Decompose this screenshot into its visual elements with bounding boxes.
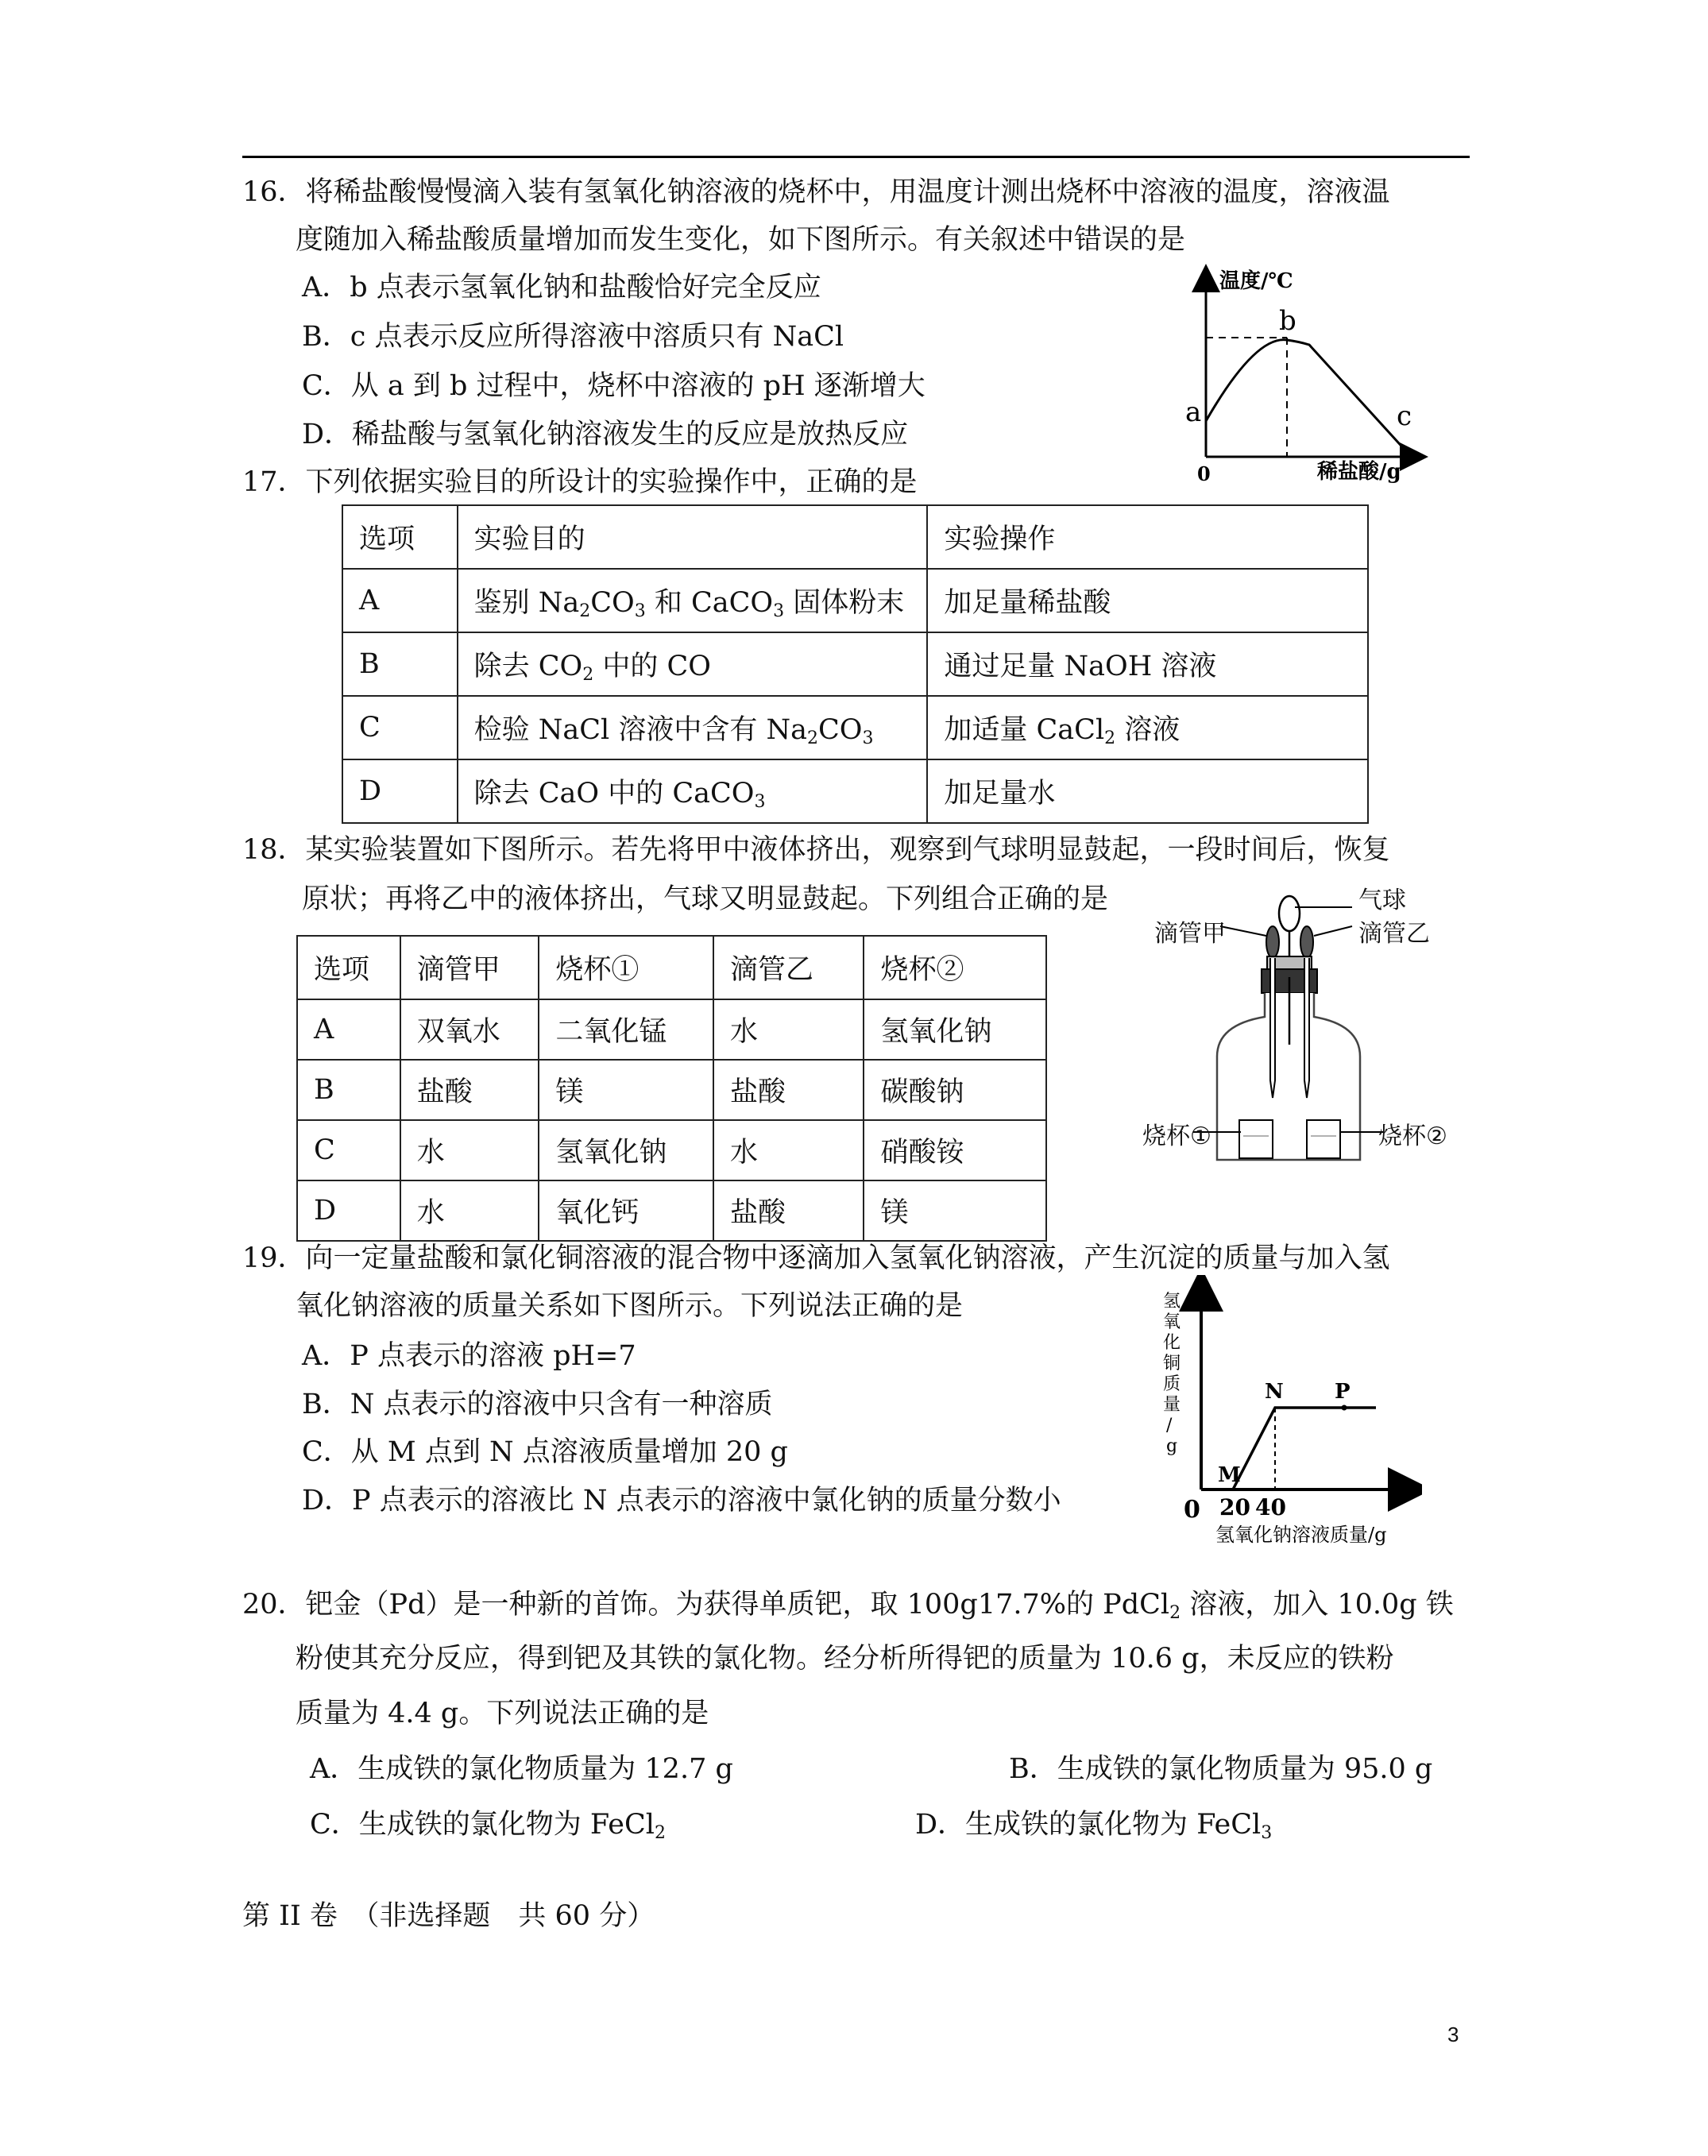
q16-point-a: a (1185, 396, 1202, 428)
q19-ylabel-char: / (1166, 1416, 1173, 1435)
q20-stem-line1: 20．钯金（Pd）是一种新的首饰。为获得单质钯，取 100g17.7%的 PdCl$_2$ 溶液，加入 10.0g 铁 (242, 1589, 1454, 1623)
q16-option-d: D．稀盐酸与氢氧化钠溶液发生的反应是放热反应 (302, 419, 909, 450)
q16-origin: 0 (1197, 462, 1211, 485)
q19-xlabel: 氢氧化钠溶液质量/g (1215, 1524, 1387, 1546)
q19-precipitate-graph (1152, 1275, 1422, 1549)
table-cell: C (297, 1120, 400, 1180)
q16-stem-line2: 度随加入稀盐酸质量增加而发生变化，如下图所示。有关叙述中错误的是 (296, 224, 1186, 256)
q18-table (296, 935, 1047, 1242)
table-row (297, 999, 1046, 1060)
q17-header-option: 选项 (342, 505, 458, 569)
table-row (297, 1060, 1046, 1120)
label-dropper-b: 滴管乙 (1358, 920, 1430, 948)
table-row (342, 759, 1368, 823)
dropper-b-bulb-icon (1300, 926, 1313, 958)
table-cell: 镁 (864, 1180, 1046, 1241)
q20-option-b: B．生成铁的氯化物质量为 95.0 g (1009, 1753, 1433, 1785)
table-cell: 氧化钙 (539, 1180, 713, 1241)
table-row (342, 632, 1368, 696)
q16-option-a: A．b 点表示氢氧化钠和盐酸恰好完全反应 (302, 272, 821, 303)
q19-ylabel-char: g (1166, 1436, 1178, 1456)
q19-option-a: A．P 点表示的溶液 pH=7 (302, 1340, 636, 1372)
q19-option-c: C．从 M 点到 N 点溶液质量增加 20 g (302, 1436, 788, 1468)
label-beaker-1: 烧杯① (1142, 1122, 1211, 1150)
table-cell: 盐酸 (400, 1060, 539, 1120)
q19-ylabel-char: 铜 (1163, 1354, 1181, 1374)
q17-row-goal: 检验 NaCl 溶液中含有 $Na_2CO_3$ (458, 696, 928, 759)
q17-row-goal: 鉴别 $Na_2CO_3$ 和 CaCO$_3$ 固体粉末 (458, 569, 928, 632)
q20-stem-line2: 粉使其充分反应，得到钯及其铁的氯化物。经分析所得钯的质量为 10.6 g，未反应的铁粉 (296, 1643, 1394, 1675)
q18-header-dropper-b: 滴管乙 (713, 936, 864, 999)
table-cell: 镁 (539, 1060, 713, 1120)
q19-point-p: P (1335, 1380, 1351, 1404)
q16-stem-line1: 16．将稀盐酸慢慢滴入装有氢氧化钠溶液的烧杯中，用温度计测出烧杯中溶液的温度，溶液温 (242, 176, 1390, 208)
q19-option-b: B．N 点表示的溶液中只含有一种溶质 (302, 1389, 773, 1420)
q20-option-a: A．生成铁的氯化物质量为 12.7 g (310, 1753, 733, 1785)
q18-header-dropper-a: 滴管甲 (400, 936, 539, 999)
table-cell: 水 (400, 1120, 539, 1180)
q17-row-option: D (342, 759, 458, 823)
q17-row-operation: 加足量水 (927, 759, 1368, 823)
dropper-a-bulb-icon (1266, 926, 1279, 958)
table-cell: 二氧化锰 (539, 999, 713, 1060)
section-two-heading: 第 II 卷 （非选择题 共 60 分） (242, 1900, 655, 1932)
q17-row-option: C (342, 696, 458, 759)
q18-stem-line1: 18．某实验装置如下图所示。若先将甲中液体挤出，观察到气球明显鼓起，一段时间后，恢复 (242, 834, 1390, 866)
q19-ylabel-char: 质 (1163, 1374, 1181, 1394)
q17-row-option: B (342, 632, 458, 696)
q16-curve (1206, 340, 1406, 451)
q17-header-goal: 实验目的 (458, 505, 928, 569)
table-cell: 氢氧化钠 (539, 1120, 713, 1180)
q16-option-c: C．从 a 到 b 过程中，烧杯中溶液的 pH 逐渐增大 (302, 370, 925, 402)
q18-header-row (297, 936, 1046, 999)
page-number: 3 (1447, 2023, 1459, 2046)
q19-ylabel-char: 氧 (1163, 1312, 1181, 1332)
table-cell: B (297, 1060, 400, 1120)
q17-stem: 17．下列依据实验目的所设计的实验操作中，正确的是 (242, 466, 918, 498)
table-row (342, 569, 1368, 632)
q17-header-row (342, 505, 1368, 569)
beaker-2-icon (1307, 1120, 1340, 1158)
q19-point-n: N (1265, 1380, 1284, 1404)
table-row (297, 1120, 1046, 1180)
label-dropper-a: 滴管甲 (1154, 920, 1226, 948)
label-beaker-2: 烧杯② (1378, 1122, 1447, 1150)
table-cell: 水 (400, 1180, 539, 1241)
q20-option-c: C．生成铁的氯化物为 FeCl$_2$ (310, 1809, 666, 1843)
table-cell: 硝酸铵 (864, 1120, 1046, 1180)
q19-tick-40: 40 (1255, 1494, 1286, 1520)
q18-header-beaker-2: 烧杯② (864, 936, 1046, 999)
q18-header-option: 选项 (297, 936, 400, 999)
q18-stem-line2: 原状；再将乙中的液体挤出，气球又明显鼓起。下列组合正确的是 (302, 883, 1109, 915)
q16-point-b: b (1279, 305, 1296, 337)
q19-line (1233, 1408, 1376, 1489)
table-cell: D (297, 1180, 400, 1241)
q19-stem-line1: 19．向一定量盐酸和氯化铜溶液的混合物中逐滴加入氢氧化钠溶液，产生沉淀的质量与加入氢 (242, 1242, 1390, 1274)
q17-row-goal: 除去 $CO_2$ 中的 CO (458, 632, 928, 696)
q17-row-goal: 除去 CaO 中的 CaCO$_3$ (458, 759, 928, 823)
q19-ylabel-char: 氢 (1163, 1292, 1181, 1312)
q19-ylabel-char: 量 (1163, 1395, 1181, 1415)
table-row (342, 696, 1368, 759)
q19-point-m: M (1218, 1463, 1241, 1487)
q16-xlabel: 稀盐酸/g (1317, 460, 1401, 484)
label-balloon: 气球 (1358, 887, 1406, 914)
table-cell: 水 (713, 1120, 864, 1180)
q19-option-d: D．P 点表示的溶液比 N 点表示的溶液中氯化钠的质量分数小 (302, 1485, 1061, 1517)
table-row (297, 1180, 1046, 1241)
q16-ylabel: 温度/℃ (1219, 269, 1293, 293)
beaker-1-icon (1239, 1120, 1273, 1158)
balloon-icon (1279, 896, 1300, 931)
table-cell: 盐酸 (713, 1180, 864, 1241)
table-cell: A (297, 999, 400, 1060)
q19-origin: 0 (1184, 1496, 1200, 1524)
table-cell: 水 (713, 999, 864, 1060)
q17-row-operation: 加适量 CaCl$_2$ 溶液 (927, 696, 1368, 759)
q17-header-operation: 实验操作 (927, 505, 1368, 569)
q20-stem-line3: 质量为 4.4 g。下列说法正确的是 (296, 1698, 709, 1729)
q18-header-beaker-1: 烧杯① (539, 936, 713, 999)
top-rule (242, 156, 1470, 158)
q19-stem-line2: 氧化钠溶液的质量关系如下图所示。下列说法正确的是 (296, 1290, 964, 1322)
q20-option-d: D．生成铁的氯化物为 FeCl$_3$ (915, 1809, 1273, 1843)
table-cell: 盐酸 (713, 1060, 864, 1120)
q16-temperature-graph (1168, 262, 1430, 493)
q17-row-operation: 通过足量 NaOH 溶液 (927, 632, 1368, 696)
table-cell: 双氧水 (400, 999, 539, 1060)
q19-tick-20: 20 (1219, 1494, 1250, 1520)
table-cell: 氢氧化钠 (864, 999, 1046, 1060)
q16-option-b: B．c 点表示反应所得溶液中溶质只有 NaCl (302, 321, 844, 353)
table-cell: 碳酸钠 (864, 1060, 1046, 1120)
q16-point-c: c (1397, 400, 1412, 432)
q17-row-operation: 加足量稀盐酸 (927, 569, 1368, 632)
q19-ylabel-char: 化 (1163, 1333, 1181, 1353)
q17-row-option: A (342, 569, 458, 632)
q17-table (342, 504, 1369, 824)
